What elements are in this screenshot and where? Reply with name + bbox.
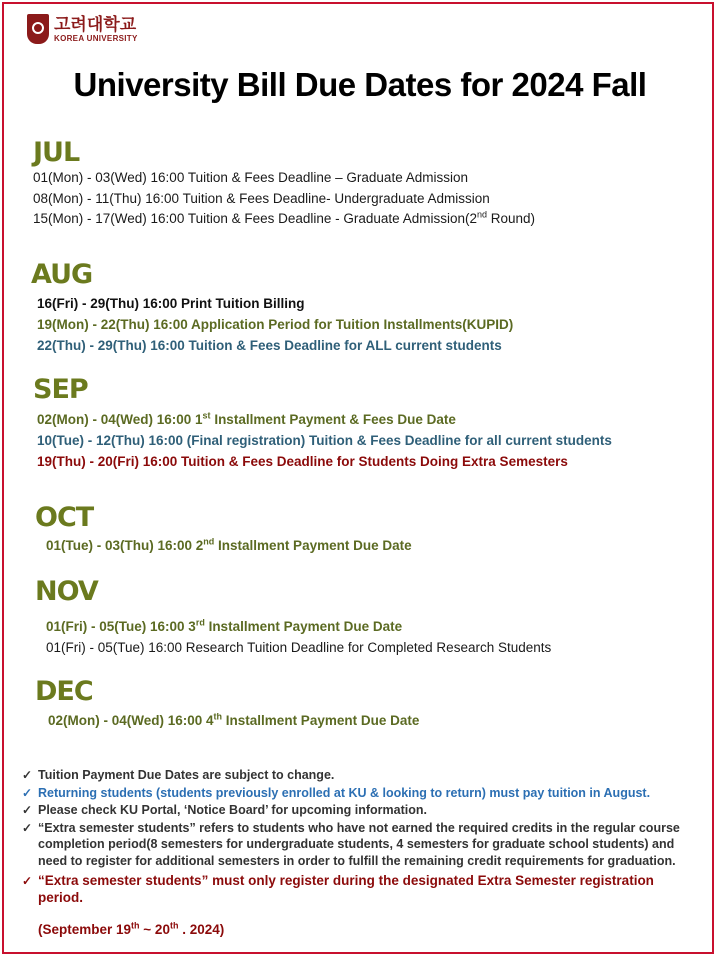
note-3: ✓ Please check KU Portal, ‘Notice Board’ for upcoming information. xyxy=(22,803,427,817)
month-aug: AUG xyxy=(31,259,93,290)
aug-line-1: 16(Fri) - 29(Thu) 16:00 Print Tuition Billing xyxy=(37,296,305,311)
university-logo xyxy=(27,14,138,44)
oct-line-1: 01(Tue) - 03(Thu) 16:00 2nd Installment Payment Due Date xyxy=(46,536,412,553)
check-icon: ✓ xyxy=(22,803,33,817)
month-sep: SEP xyxy=(33,374,88,405)
check-icon: ✓ xyxy=(22,820,33,835)
aug-line-3: 22(Thu) - 29(Thu) 16:00 Tuition & Fees Deadline for ALL current students xyxy=(37,338,502,353)
notes-list xyxy=(22,767,702,907)
logo-korean-name: 고려대학교 xyxy=(54,14,137,34)
jul-line-3: 15(Mon) - 17(Wed) 16:00 Tuition & Fees Deadline - Graduate Admission(2nd Round) xyxy=(33,209,536,226)
note-1: ✓ Tuition Payment Due Dates are subject to change. xyxy=(22,768,335,782)
nov-line-1: 01(Fri) - 05(Tue) 16:00 3rd Installment Payment Due Date xyxy=(46,617,403,634)
check-icon: ✓ xyxy=(22,768,33,782)
page-title: University Bill Due Dates for 2024 Fall xyxy=(73,66,647,103)
month-nov: NOV xyxy=(35,576,98,607)
aug-line-2: 19(Mon) - 22(Thu) 16:00 Application Period for Tuition Installments(KUPID) xyxy=(37,317,514,332)
nov-line-2: 01(Fri) - 05(Tue) 16:00 Research Tuition Deadline for Completed Research Students xyxy=(46,640,552,655)
note-2: ✓ Returning students (students previously enrolled at KU & looking to return) must pay tuition in August. xyxy=(22,785,651,800)
jul-line-1: 01(Mon) - 03(Wed) 16:00 Tuition & Fees Deadline – Graduate Admission xyxy=(33,170,468,185)
sep-line-3: 19(Thu) - 20(Fri) 16:00 Tuition & Fees Deadline for Students Doing Extra Semesters xyxy=(37,454,568,469)
crest-icon xyxy=(27,14,49,44)
month-oct: OCT xyxy=(35,502,94,533)
note-5: ✓ “Extra semester students” must only register during the designated Extra Semester registration period. xyxy=(22,873,654,905)
month-dec: DEC xyxy=(35,676,93,707)
check-icon: ✓ xyxy=(22,874,33,888)
jul-line-2: 08(Mon) - 11(Thu) 16:00 Tuition & Fees Deadline- Undergraduate Admission xyxy=(33,191,490,206)
check-icon: ✓ xyxy=(22,785,33,800)
extra-semester-period: (September 19th ~ 20th . 2024) xyxy=(38,920,225,937)
logo-english-name: KOREA UNIVERSITY xyxy=(54,33,138,43)
month-jul: JUL xyxy=(33,137,80,168)
sep-line-1: 02(Mon) - 04(Wed) 16:00 1st Installment Payment & Fees Due Date xyxy=(37,410,456,427)
note-4: ✓ “Extra semester students” refers to students who have not earned the required credits in the regular course completion period(8 semesters for undergraduate students, 4 semesters for graduate school students) and need to register for additional semesters in order to fulfill the remaining credit requirements for graduation. xyxy=(22,820,680,868)
sep-line-2: 10(Tue) - 12(Thu) 16:00 (Final registration) Tuition & Fees Deadline for all current students xyxy=(37,433,612,448)
dec-line-1: 02(Mon) - 04(Wed) 16:00 4th Installment Payment Due Date xyxy=(48,711,420,728)
